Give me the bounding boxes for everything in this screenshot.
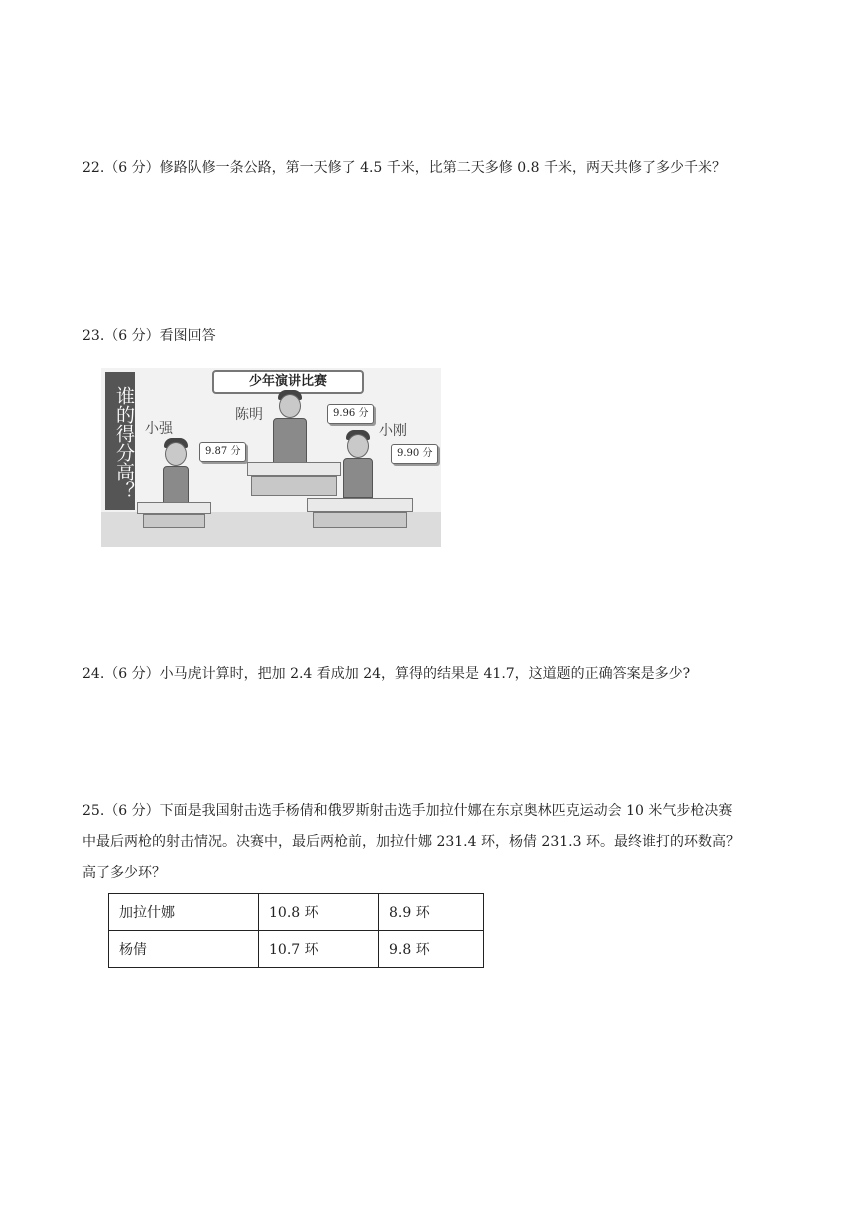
table-cell: 10.7 环 (259, 931, 379, 968)
table-cell: 9.8 环 (379, 931, 484, 968)
contest-sign: 少年演讲比赛 (212, 370, 364, 394)
question-22: 22.（6 分）修路队修一条公路，第一天修了 4.5 千米，比第二天多修 0.8 千米，两天共修了多少千米？ (82, 160, 726, 176)
question-25-line-1: 25.（6 分）下面是我国射击选手杨倩和俄罗斯射击选手加拉什娜在东京奥林匹克运动会 10 米气步枪决赛 (82, 803, 733, 819)
score-right: 9.90 分 (391, 444, 438, 464)
table-cell: 杨倩 (109, 931, 259, 968)
table-cell: 加拉什娜 (109, 894, 259, 931)
speech-contest-illustration (101, 368, 441, 547)
table-cell: 8.9 环 (379, 894, 484, 931)
question-25-line-3: 高了多少环？ (82, 865, 166, 881)
score-left: 9.87 分 (199, 442, 246, 462)
score-middle: 9.96 分 (327, 404, 374, 424)
table-cell: 10.8 环 (259, 894, 379, 931)
question-25 (82, 796, 822, 889)
question-24: 24.（6 分）小马虎计算时，把加 2.4 看成加 24，算得的结果是 41.7，这道题的正确答案是多少? (82, 666, 691, 682)
question-banner: 谁的得分高？ (105, 372, 135, 510)
name-right: 小刚 (379, 423, 407, 439)
table-row (109, 931, 484, 968)
desk-left (137, 502, 211, 514)
shooting-score-table (108, 893, 484, 968)
table-row (109, 894, 484, 931)
name-left: 小强 (145, 421, 173, 437)
name-middle: 陈明 (235, 407, 263, 423)
desk-middle (247, 462, 341, 476)
desk-right (307, 498, 413, 512)
question-23: 23.（6 分）看图回答 (82, 328, 216, 344)
question-25-line-2: 中最后两枪的射击情况。决赛中，最后两枪前，加拉什娜 231.4 环，杨倩 231.3 环。最终谁打的环数高？ (82, 834, 740, 850)
